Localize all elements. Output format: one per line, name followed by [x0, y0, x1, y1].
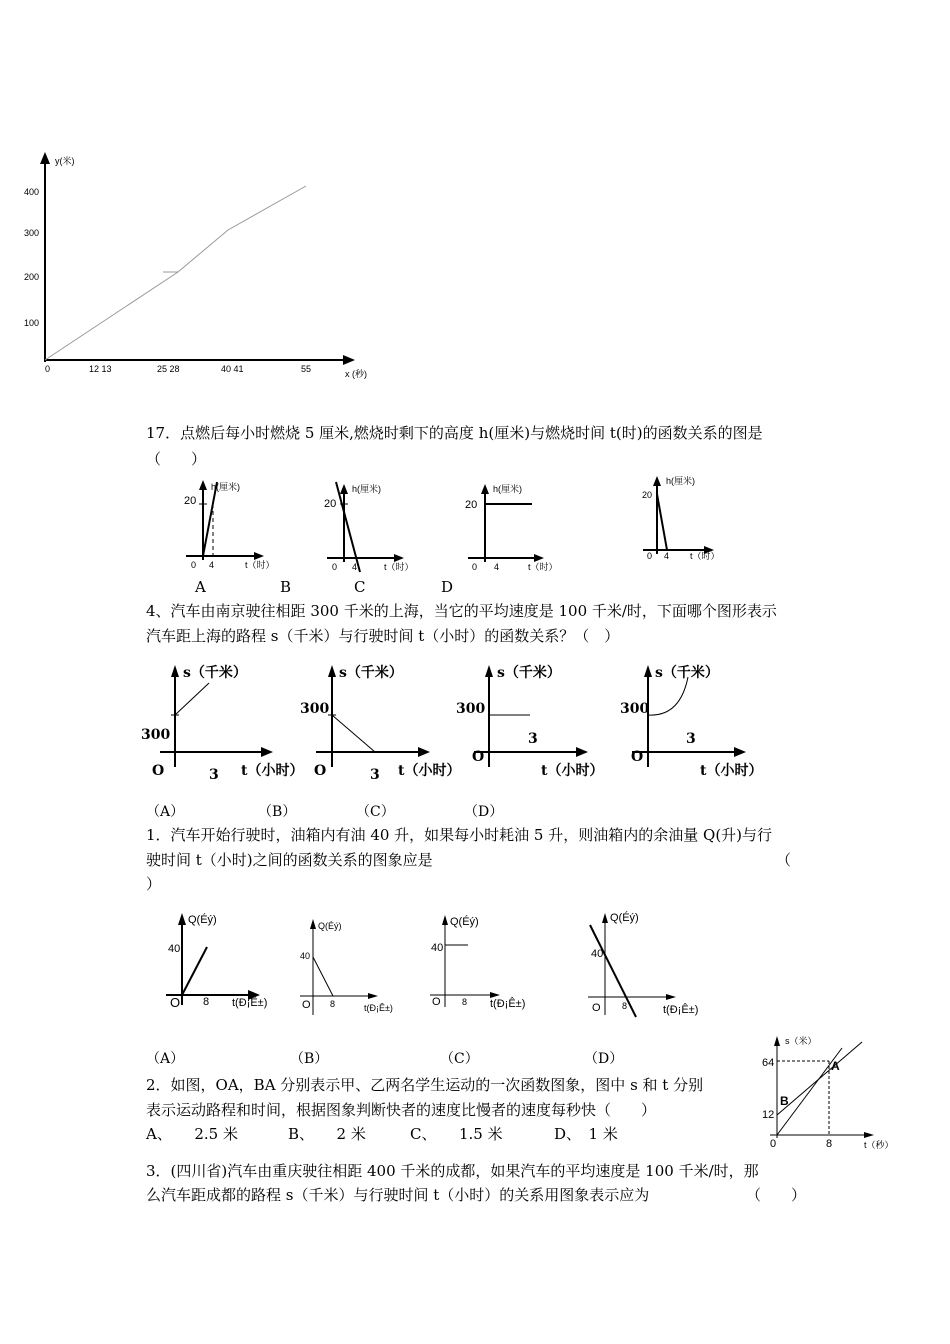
- q17-d-xval: 4: [494, 562, 500, 572]
- q4-graph-d: [620, 664, 762, 779]
- q4-b-xlabel: t（小时）: [398, 763, 461, 779]
- q4-graph-a: [141, 664, 303, 783]
- q4-c-yval: 300: [456, 701, 486, 717]
- q1-c-xval: 8: [462, 997, 468, 1007]
- q17-option-b: B: [280, 578, 292, 596]
- q1-a-xval: 8: [203, 996, 210, 1008]
- q1-graph-a: [166, 913, 267, 1010]
- q1-graph-b: [300, 919, 393, 1015]
- q17-a-xval: 4: [209, 560, 215, 570]
- q4-option-a: （A）: [146, 804, 185, 820]
- q17-d-ylabel: h(厘米): [493, 484, 522, 494]
- top-x-tick: 55: [301, 364, 312, 374]
- q17-graph-d: [465, 483, 558, 572]
- q4-d-yval: 300: [620, 701, 650, 717]
- q1-b-yval: 40: [300, 951, 311, 961]
- top-y-label: y(米): [55, 156, 75, 166]
- q4-c-ylabel: s（千米）: [497, 665, 561, 681]
- q17-graph-fourth: [642, 475, 720, 561]
- q4-d-xlabel: t（小时）: [700, 763, 763, 779]
- q4-b-origin: O: [314, 763, 327, 779]
- q17-a-yval: 20: [184, 495, 197, 507]
- q1-c-yval: 40: [431, 942, 444, 954]
- q4-c-origin: O: [472, 749, 485, 765]
- q1-graph-c: [430, 915, 525, 1010]
- q17-d-yval: 20: [465, 499, 478, 511]
- q1-c-xlabel: t(Ð¡Ê±): [490, 998, 526, 1010]
- q2-xtick-8: 8: [826, 1138, 833, 1150]
- q4-c-xval: 3: [528, 731, 538, 747]
- q17-e-origin: 0: [647, 551, 653, 561]
- q4-a-xlabel: t（小时）: [241, 763, 304, 779]
- q17-option-a: A: [195, 578, 206, 596]
- q17-e-xval: 4: [664, 551, 670, 561]
- q4-line1: 4、汽车由南京驶往相距 300 千米的上海，当它的平均速度是 100 千米/时，下面哪个图形表示: [146, 602, 777, 620]
- q1-paren-open: （: [776, 851, 792, 869]
- q2-origin: 0: [770, 1138, 777, 1150]
- q17-a-origin: 0: [191, 560, 197, 570]
- q2-point-b: B: [780, 1094, 789, 1108]
- q1-c-ylabel: Q(Éý): [450, 916, 479, 928]
- q4-graph-c: [456, 664, 603, 779]
- q1-a-yval: 40: [168, 943, 181, 955]
- q17-c-ylabel: h(厘米): [352, 484, 381, 494]
- q17-graphs: [0, 470, 950, 580]
- q17-c-origin: 0: [332, 562, 338, 572]
- q4-a-ylabel: s（千米）: [183, 665, 247, 681]
- q1-c-origin: O: [432, 996, 441, 1008]
- q4-c-xlabel: t（小时）: [541, 763, 604, 779]
- q1-line1: 1．汽车开始行驶时，油箱内有油 40 升，如果每小时耗油 5 升，则油箱内的余油量 Q(升)与行: [146, 826, 773, 844]
- q4-b-ylabel: s（千米）: [339, 665, 403, 681]
- q1-b-xval: 8: [330, 999, 336, 1009]
- q17-option-d: D: [441, 578, 454, 596]
- q4-b-xval: 3: [370, 767, 380, 783]
- q1-a-origin: O: [170, 995, 181, 1010]
- q1-option-d: （D）: [584, 1051, 624, 1067]
- top-y-tick: 400: [24, 187, 40, 197]
- q4-d-origin: O: [631, 749, 644, 765]
- q3-line1: 3．(四川省)汽车由重庆驶往相距 400 千米的成都，如果汽车的平均速度是 100 千米/时，那: [146, 1162, 759, 1180]
- top-y-tick: 100: [24, 318, 40, 328]
- q1-graph-d: [588, 911, 698, 1017]
- q1-d-xval: 8: [622, 1001, 628, 1011]
- top-distance-time-chart: [0, 0, 950, 400]
- q1-b-ylabel: Q(Éý): [318, 921, 342, 931]
- q17-text: 17．点燃后每小时燃烧 5 厘米,燃烧时剩下的高度 h(厘米)与燃烧时间 t(时)的函数关系的图是: [146, 424, 763, 442]
- q1-paren-close: ）: [146, 875, 162, 893]
- q17-a-xlabel: t（时）: [245, 560, 275, 570]
- q2-line2: 表示运动路程和时间，根据图象判断快者的速度比慢者的速度每秒快（ ）: [146, 1101, 657, 1119]
- q4-option-b: （B）: [258, 804, 297, 820]
- q1-d-xlabel: t(Ð¡Ê±): [663, 1004, 699, 1016]
- top-y-tick: 200: [24, 272, 40, 282]
- q4-option-c: （C）: [356, 804, 395, 820]
- q2-ytick-64: 64: [762, 1057, 775, 1069]
- q2-choice-d: D、 1 米: [554, 1125, 618, 1143]
- q4-line2: 汽车距上海的路程 s（千米）与行驶时间 t（小时）的函数关系？（ ）: [146, 627, 620, 645]
- q2-xlabel: t（秒）: [864, 1140, 894, 1150]
- q4-graph-b: [300, 664, 460, 783]
- q2-choice-c: C、 1.5 米: [410, 1125, 503, 1143]
- top-x-tick: 25 28: [157, 364, 180, 374]
- top-x-label: x (秒): [345, 369, 367, 379]
- q17-c-xlabel: t（时）: [384, 562, 414, 572]
- q1-option-b: （B）: [290, 1051, 329, 1067]
- q1-a-xlabel: t(Ð¡Ê±): [232, 997, 268, 1009]
- q17-c-yval: 20: [324, 498, 337, 510]
- q17-d-origin: 0: [472, 562, 478, 572]
- q1-graphs: [0, 905, 950, 1035]
- top-x-tick: 12 13: [89, 364, 112, 374]
- q3-answer-paren: （ ）: [746, 1186, 807, 1204]
- q3-line2: 么汽车距成都的路程 s（千米）与行驶时间 t（小时）的关系用图象表示应为: [146, 1186, 650, 1204]
- q1-d-yval: 40: [591, 948, 604, 960]
- q1-b-origin: O: [302, 999, 311, 1011]
- q1-a-ylabel: Q(Éý): [188, 914, 217, 926]
- top-x-tick: 40 41: [221, 364, 244, 374]
- q17-c-xval: 4: [352, 562, 358, 572]
- q2-ylabel: s（米）: [785, 1036, 817, 1046]
- q17-answer-paren: （ ）: [146, 450, 207, 468]
- q17-d-xlabel: t（时）: [528, 562, 558, 572]
- q4-option-d: （D）: [464, 804, 504, 820]
- q2-line1: 2．如图，OA，BA 分别表示甲、乙两名学生运动的一次函数图象，图中 s 和 t 分别: [146, 1076, 704, 1094]
- q2-choice-b: B、 2 米: [288, 1125, 366, 1143]
- q4-graphs: [0, 655, 950, 795]
- q1-d-ylabel: Q(Éý): [610, 912, 639, 924]
- q17-option-c: C: [354, 578, 366, 596]
- q4-a-yval: 300: [141, 727, 171, 743]
- q2-graph: [0, 1030, 950, 1160]
- q2-ytick-12: 12: [762, 1109, 775, 1121]
- q2-choice-a: A、 2.5 米: [146, 1125, 238, 1143]
- q4-b-yval: 300: [300, 701, 330, 717]
- q1-d-origin: O: [592, 1002, 601, 1014]
- q17-graph-c: [324, 482, 414, 572]
- top-x-tick: 0: [45, 364, 51, 374]
- q2-point-a: A: [831, 1059, 840, 1073]
- q17-a-ylabel: h(厘米): [211, 482, 240, 492]
- q17-e-yval: 20: [642, 490, 653, 500]
- q17-e-ylabel: h(厘米): [666, 476, 695, 486]
- q4-d-xval: 3: [686, 731, 696, 747]
- q4-d-ylabel: s（千米）: [655, 665, 719, 681]
- q4-a-origin: O: [152, 763, 165, 779]
- q1-b-xlabel: t(Ð¡Ê±): [364, 1003, 393, 1013]
- top-y-tick: 300: [24, 228, 40, 238]
- q17-graph-a: [184, 480, 275, 570]
- q1-option-c: （C）: [440, 1051, 479, 1067]
- q1-option-a: （A）: [146, 1051, 185, 1067]
- q1-line2: 驶时间 t（小时)之间的函数关系的图象应是: [146, 851, 433, 869]
- q4-a-xval: 3: [209, 767, 219, 783]
- q17-e-xlabel: t（时）: [690, 551, 720, 561]
